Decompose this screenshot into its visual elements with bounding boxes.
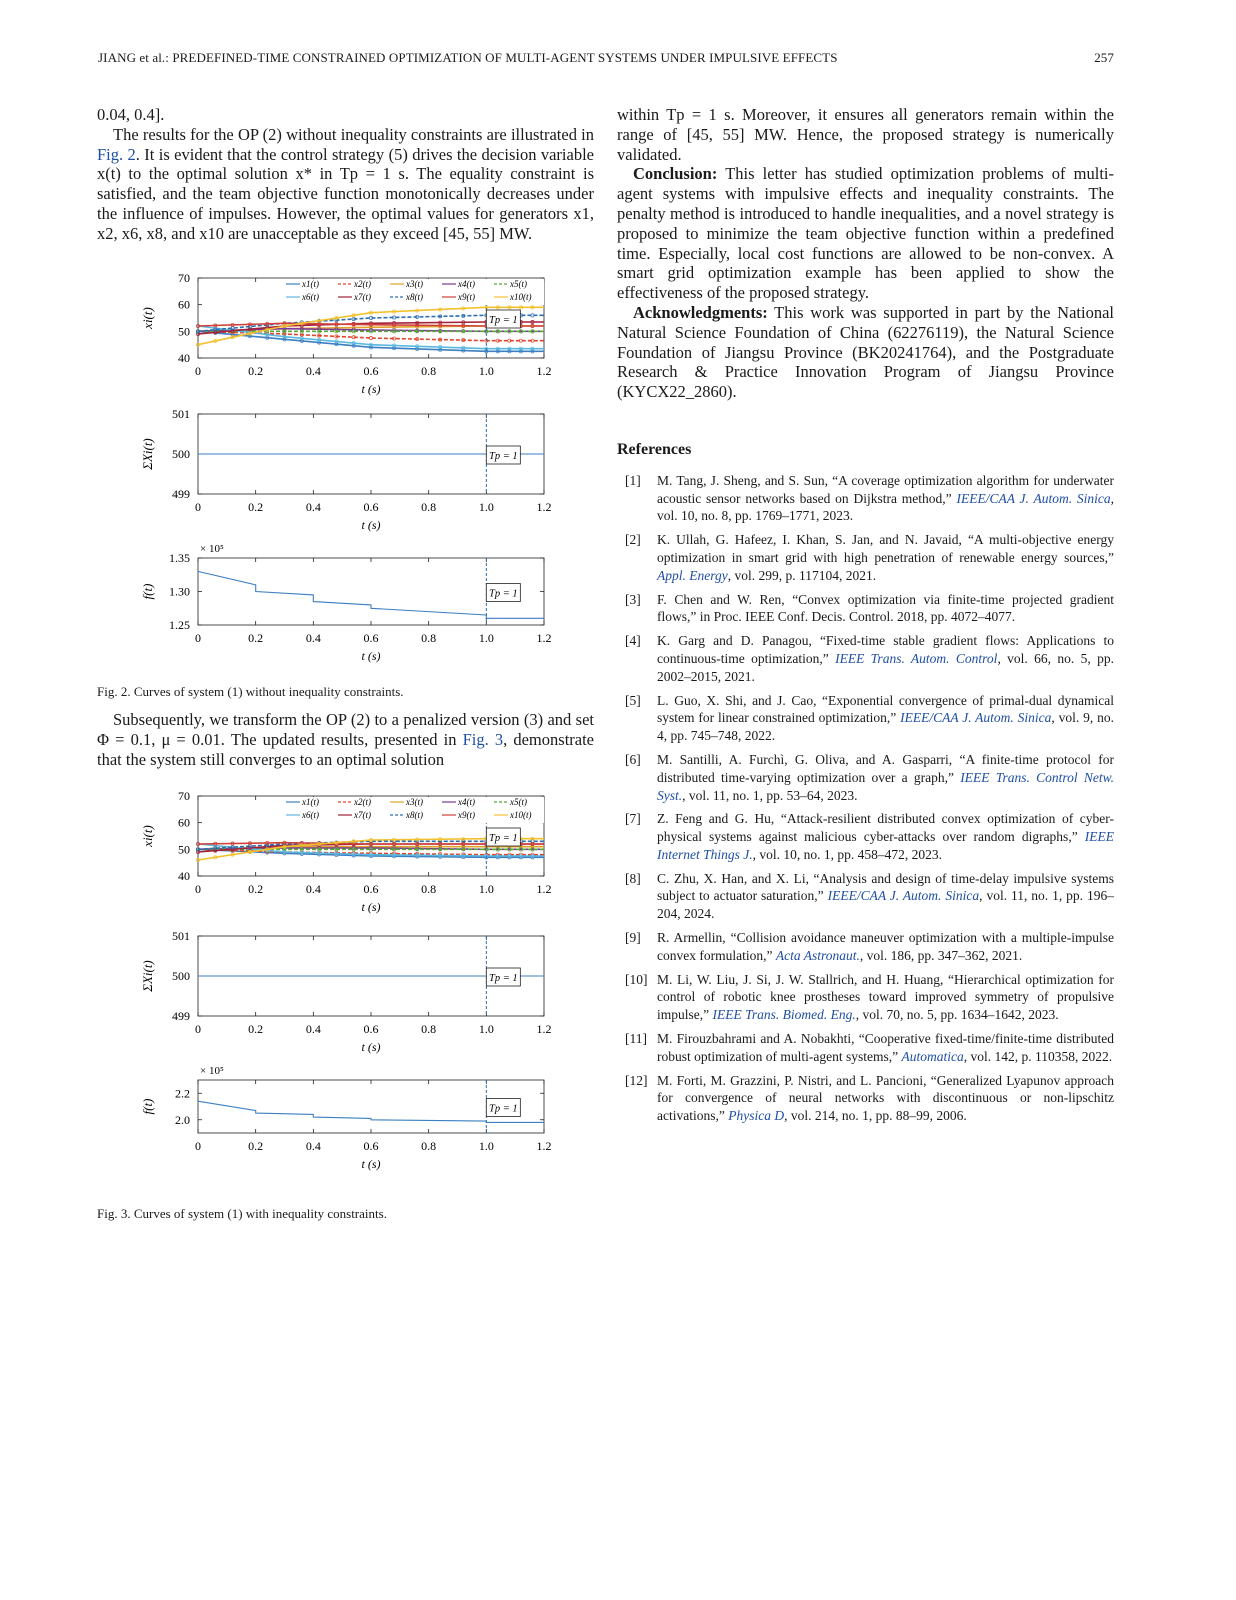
legend-label: x1(t) (302, 279, 319, 289)
reference-text: K. Ullah, G. Hafeez, I. Khan, S. Jan, and N. Javaid, “A multi-objective energy optimization in smart grid with high penetration of renewable energy sources,” (657, 532, 1114, 565)
reference-number: [3] (625, 591, 641, 607)
figure-3-svg (130, 788, 560, 1188)
x-tick-label: 0.6 (363, 364, 379, 378)
figure-3-caption: Fig. 3. Curves of system (1) with inequality constraints. (97, 1206, 387, 1221)
figure-2-caption: Fig. 2. Curves of system (1) without inequality constraints. (97, 684, 404, 699)
tp-label: Tp = 1 (488, 588, 518, 600)
left-column-lower (97, 710, 594, 769)
exponent-label: × 10⁵ (200, 543, 224, 555)
y-tick-label: 501 (172, 929, 190, 943)
y-tick-label: 499 (172, 1009, 190, 1023)
x-tick-label: 1.0 (478, 364, 494, 378)
text-run: This letter has studied optimization problems of multi-agent systems with impulsive effects and inequality constraints. The penalty method is introduced to handle inequalities, and a novel strategy is proposed to minimize the team objective function within a predefined time. Especially, local cost functions are allowed to be non-convex. A smart grid optimization example has been applied to show the effectiveness of the proposed strategy. (617, 164, 1114, 303)
paragraph-acknowledgments (617, 303, 1114, 402)
x-tick-label: 0.8 (421, 364, 437, 378)
text-run: , demonstrate that the system still converges to an optimal solution (97, 729, 594, 769)
reference-item (617, 1072, 1114, 1125)
x-tick-label: 0.6 (363, 882, 379, 896)
legend-label: x9(t) (458, 810, 475, 820)
acknowledgments-heading: Acknowledgments: (633, 302, 768, 322)
x-tick-label: 0.4 (305, 500, 321, 514)
x-tick-label: 0.8 (421, 882, 437, 896)
x-axis-label: t (s) (361, 900, 381, 914)
reference-item (617, 531, 1114, 584)
reference-text: M. Forti, M. Grazzini, P. Nistri, and L. Pancioni, “Generalized Lyapunov approach for convergence of neural networks with discontinuous or non-lipschitz activations,” (657, 1072, 1114, 1124)
y-tick-label: 40 (178, 869, 190, 883)
y-tick-label: 60 (178, 297, 190, 312)
x-tick-label: 1.2 (536, 1022, 552, 1036)
chart-panel (140, 929, 552, 1054)
paragraph-penalized (97, 710, 594, 769)
chart-panel (140, 407, 552, 532)
x-tick-label: 1.0 (478, 1022, 494, 1036)
y-tick-label: 40 (178, 351, 190, 365)
reference-item (617, 632, 1114, 685)
reference-details: , vol. 186, pp. 347–362, 2021. (859, 947, 1023, 963)
exponent-label: × 10⁵ (200, 1065, 224, 1077)
reference-text: C. Zhu, X. Han, and X. Li, “Analysis and design of time-delay impulsive systems subject to actuator saturation,” (657, 870, 1114, 904)
tp-label: Tp = 1 (488, 1103, 518, 1115)
reference-details: , vol. 9, no. 4, pp. 745–748, 2022. (657, 710, 1114, 744)
reference-venue-link[interactable]: Acta Astronaut. (775, 947, 860, 963)
x-tick-label: 1.2 (536, 1139, 552, 1153)
reference-text: M. Li, W. Liu, J. Si, J. W. Stallrich, and H. Huang, “Hierarchical optimization for control of robotic knee prostheses toward improved symmetry of propulsive impulse,” (657, 971, 1114, 1023)
paragraph-continuation: 0.04, 0.4]. (97, 105, 165, 124)
page-number: 257 (1094, 50, 1114, 65)
legend-label: x5(t) (510, 279, 527, 289)
legend-label: x2(t) (354, 279, 371, 289)
y-tick-label: 499 (172, 487, 190, 501)
y-axis-label: f(t) (140, 583, 155, 600)
chart-panel (140, 543, 552, 663)
x-tick-label: 0.4 (305, 882, 321, 896)
reference-item (617, 591, 1114, 627)
running-header (98, 50, 1114, 70)
reference-details: , vol. 11, no. 1, pp. 196–204, 2024. (657, 888, 1114, 922)
y-tick-label: 2.0 (175, 1112, 190, 1127)
reference-text: L. Guo, X. Shi, and J. Cao, “Exponential convergence of primal-dual dynamical system for linear constrained optimization,” (657, 692, 1114, 726)
reference-venue-link[interactable]: Appl. Energy (657, 567, 728, 583)
reference-number: [11] (625, 1031, 647, 1047)
y-tick-label: 500 (172, 969, 190, 983)
reference-text: M. Tang, J. Sheng, and S. Sun, “A coverage optimization algorithm for underwater acoustic sensor networks based on Dijkstra method,” (657, 472, 1114, 506)
reference-details: , vol. 142, p. 110358, 2022. (963, 1048, 1113, 1064)
x-tick-label: 1.0 (478, 882, 494, 896)
y-axis-label: f(t) (140, 1098, 155, 1115)
figure-2-svg (130, 270, 560, 670)
text-run: This work was supported in part by the National Natural Science Foundation of China (62276119), the Natural Science Foundation of Jiangsu Province (BK20241764), and the Postgraduate Research & Practice Innovation Program of Jiangsu Province (KYCX22_2860). (617, 302, 1114, 402)
x-tick-label: 0 (195, 364, 201, 378)
legend-label: x4(t) (458, 797, 475, 807)
y-axis-label: xi(t) (140, 307, 155, 329)
x-tick-label: 0.2 (248, 631, 264, 645)
reference-text: K. Garg and D. Panagou, “Fixed-time stable gradient flows: Applications to continuous-time optimization,” (657, 633, 1114, 666)
reference-text: F. Chen and W. Ren, “Convex optimization via finite-time projected gradient flows,” in Proc. IEEE Conf. Decis. Control. 2018, pp. 4072–4077. (657, 591, 1114, 625)
legend-label: x10(t) (510, 292, 532, 302)
reference-venue-link[interactable]: IEEE/CAA J. Autom. Sinica (827, 888, 980, 904)
reference-number: [9] (625, 930, 641, 946)
text-run: The results for the OP (2) without inequality constraints are illustrated in (113, 124, 594, 144)
reference-number: [7] (625, 811, 641, 827)
reference-details: , vol. 299, p. 117104, 2021. (727, 567, 877, 583)
reference-venue-link[interactable]: Automatica (901, 1048, 964, 1064)
reference-details: , vol. 66, no. 5, pp. 2002–2015, 2021. (657, 650, 1114, 684)
reference-item (617, 929, 1114, 965)
legend-label: x10(t) (510, 810, 532, 820)
legend (282, 797, 544, 823)
x-tick-label: 0 (195, 882, 201, 896)
reference-text: M. Santilli, A. Furchì, G. Oliva, and A. Gasparri, “A finite-time protocol for distributed time-varying optimization over a graph,” (657, 751, 1114, 785)
reference-venue-link[interactable]: IEEE Trans. Autom. Control (835, 650, 998, 666)
legend-label: x6(t) (302, 292, 319, 302)
figure-2 (130, 270, 560, 670)
x-tick-label: 1.2 (536, 500, 552, 514)
x-tick-label: 1.2 (536, 882, 552, 896)
figure-3 (130, 788, 560, 1188)
reference-number: [6] (625, 751, 641, 767)
y-tick-label: 1.30 (169, 584, 190, 599)
text-run: . It is evident that the control strategy (5) drives the decision variable x(t) to the optimal solution x* in Tp = 1 s. The equality constraint is satisfied, and the team objective function monotonically decreases under the influence of impulses. However, the optimal values for generators x1, x2, x6, x8, and x10 are unacceptable as they exceed [45, 55] MW. (97, 144, 594, 243)
y-tick-label: 70 (178, 271, 190, 285)
reference-item (617, 810, 1114, 863)
legend (282, 279, 544, 305)
x-tick-label: 0.4 (305, 1022, 321, 1036)
x-tick-label: 0.6 (363, 1139, 379, 1153)
legend-label: x5(t) (510, 797, 527, 807)
left-column (97, 105, 594, 244)
legend-label: x8(t) (406, 810, 423, 820)
x-tick-label: 0.6 (363, 1022, 379, 1036)
reference-item (617, 971, 1114, 1024)
x-tick-label: 0.8 (421, 631, 437, 645)
legend-label: x9(t) (458, 292, 475, 302)
y-tick-label: 70 (178, 789, 190, 803)
x-tick-label: 0.2 (248, 1022, 264, 1036)
y-tick-label: 1.35 (169, 551, 190, 565)
reference-number: [12] (625, 1072, 648, 1088)
reference-text: R. Armellin, “Collision avoidance maneuver optimization with a multiple-impulse convex formulation,” (657, 930, 1114, 963)
reference-text: Z. Feng and G. Hu, “Attack-resilient distributed convex optimization of cyber-physical systems against malicious cyber-attacks over random digraphs,” (657, 811, 1114, 845)
x-tick-label: 0.8 (421, 1022, 437, 1036)
y-tick-label: 50 (178, 842, 190, 857)
legend-label: x1(t) (302, 797, 319, 807)
x-tick-label: 0.8 (421, 1139, 437, 1153)
x-tick-label: 1.0 (478, 631, 494, 645)
reference-venue-link[interactable]: IEEE Internet Things J. (657, 829, 1114, 862)
paragraph-conclusion (617, 164, 1114, 303)
reference-number: [1] (625, 472, 641, 488)
x-tick-label: 0.2 (248, 364, 264, 378)
x-tick-label: 0.4 (305, 1139, 321, 1153)
reference-number: [2] (625, 532, 641, 548)
reference-details: , vol. 70, no. 5, pp. 1634–1642, 2023. (855, 1007, 1059, 1023)
reference-number: [5] (625, 692, 641, 708)
reference-venue-link[interactable]: IEEE Trans. Biomed. Eng. (712, 1007, 856, 1023)
y-tick-label: 500 (172, 447, 190, 461)
x-tick-label: 0 (195, 1022, 201, 1036)
x-axis-label: t (s) (361, 649, 381, 663)
x-tick-label: 0.8 (421, 500, 437, 514)
reference-details: , vol. 214, no. 1, pp. 88–99, 2006. (784, 1108, 967, 1124)
y-axis-label: ΣXi(t) (140, 960, 155, 992)
fig3-link[interactable]: Fig. 3 (462, 729, 504, 749)
x-tick-label: 1.0 (478, 500, 494, 514)
conclusion-heading: Conclusion: (633, 164, 718, 184)
paragraph-results (97, 125, 594, 244)
reference-venue-link[interactable]: IEEE/CAA J. Autom. Sinica (900, 710, 1052, 726)
x-tick-label: 0.6 (363, 631, 379, 645)
reference-item (617, 472, 1114, 525)
tp-label: Tp = 1 (488, 973, 518, 984)
reference-item (617, 870, 1114, 923)
x-tick-label: 0.2 (248, 1139, 264, 1153)
reference-item (617, 1030, 1114, 1066)
reference-number: [10] (625, 971, 648, 987)
x-tick-label: 0.4 (305, 631, 321, 645)
x-tick-label: 0.6 (363, 500, 379, 514)
tp-label: Tp = 1 (488, 315, 518, 326)
reference-venue-link[interactable]: IEEE Trans. Control Netw. Syst. (657, 769, 1115, 803)
reference-list (617, 472, 1114, 1125)
paragraph-validation: within Tp = 1 s. Moreover, it ensures all generators remain within the range of [45, 55] MW. Hence, the proposed strategy is numerically validated. (617, 105, 1114, 164)
tp-label: Tp = 1 (488, 451, 518, 462)
x-tick-label: 1.2 (536, 364, 552, 378)
x-tick-label: 0.2 (248, 882, 264, 896)
x-tick-label: 0.2 (248, 500, 264, 514)
reference-text: M. Firouzbahrami and A. Nobakhti, “Cooperative fixed-time/finite-time distributed robust optimization of multi-agent systems,” (657, 1031, 1114, 1064)
y-axis-label: ΣXi(t) (140, 438, 155, 470)
x-axis-label: t (s) (361, 1157, 381, 1171)
reference-details: , vol. 10, no. 1, pp. 458–472, 2023. (752, 846, 943, 862)
legend-label: x8(t) (406, 292, 423, 302)
y-tick-label: 50 (178, 324, 190, 339)
fig2-link[interactable]: Fig. 2 (97, 144, 136, 164)
x-tick-label: 0 (195, 500, 201, 514)
legend-label: x7(t) (354, 810, 371, 820)
tp-label: Tp = 1 (488, 833, 518, 844)
reference-venue-link[interactable]: IEEE/CAA J. Autom. Sinica (956, 490, 1111, 506)
x-tick-label: 1.0 (478, 1139, 494, 1153)
x-axis-label: t (s) (361, 382, 381, 396)
text-run: Subsequently, we transform the OP (2) to a penalized version (3) and set Φ = 0.1, μ = 0.01. The updated results, presented in (97, 710, 594, 749)
reference-number: [4] (625, 633, 641, 649)
reference-details: , vol. 10, no. 8, pp. 1769–1771, 2023. (657, 490, 1114, 524)
x-tick-label: 0 (195, 1139, 201, 1153)
reference-details: , vol. 11, no. 1, pp. 53–64, 2023. (682, 787, 858, 803)
legend-label: x6(t) (302, 810, 319, 820)
x-axis-label: t (s) (361, 1040, 381, 1054)
right-column (617, 105, 1114, 1131)
legend-label: x3(t) (406, 279, 423, 289)
running-title: JIANG et al.: PREDEFINED-TIME CONSTRAINED OPTIMIZATION OF MULTI-AGENT SYSTEMS UNDER IMPULSIVE EFFECTS (98, 50, 838, 65)
chart-panel (140, 789, 552, 914)
y-tick-label: 1.25 (169, 618, 190, 632)
legend-label: x7(t) (354, 292, 371, 302)
y-axis-label: xi(t) (140, 825, 155, 847)
x-tick-label: 0 (195, 631, 201, 645)
reference-item (617, 751, 1114, 804)
chart-panel (140, 1065, 552, 1171)
reference-item (617, 692, 1114, 745)
legend-label: x2(t) (354, 797, 371, 807)
legend-label: x4(t) (458, 279, 475, 289)
reference-venue-link[interactable]: Physica D (728, 1108, 785, 1124)
x-tick-label: 1.2 (536, 631, 552, 645)
reference-number: [8] (625, 870, 641, 886)
chart-panel (140, 271, 552, 396)
references-heading: References (617, 440, 692, 458)
x-tick-label: 0.4 (305, 364, 321, 378)
x-axis-label: t (s) (361, 518, 381, 532)
y-tick-label: 501 (172, 407, 190, 421)
y-tick-label: 60 (178, 815, 190, 830)
legend-label: x3(t) (406, 797, 423, 807)
y-tick-label: 2.2 (175, 1086, 190, 1101)
